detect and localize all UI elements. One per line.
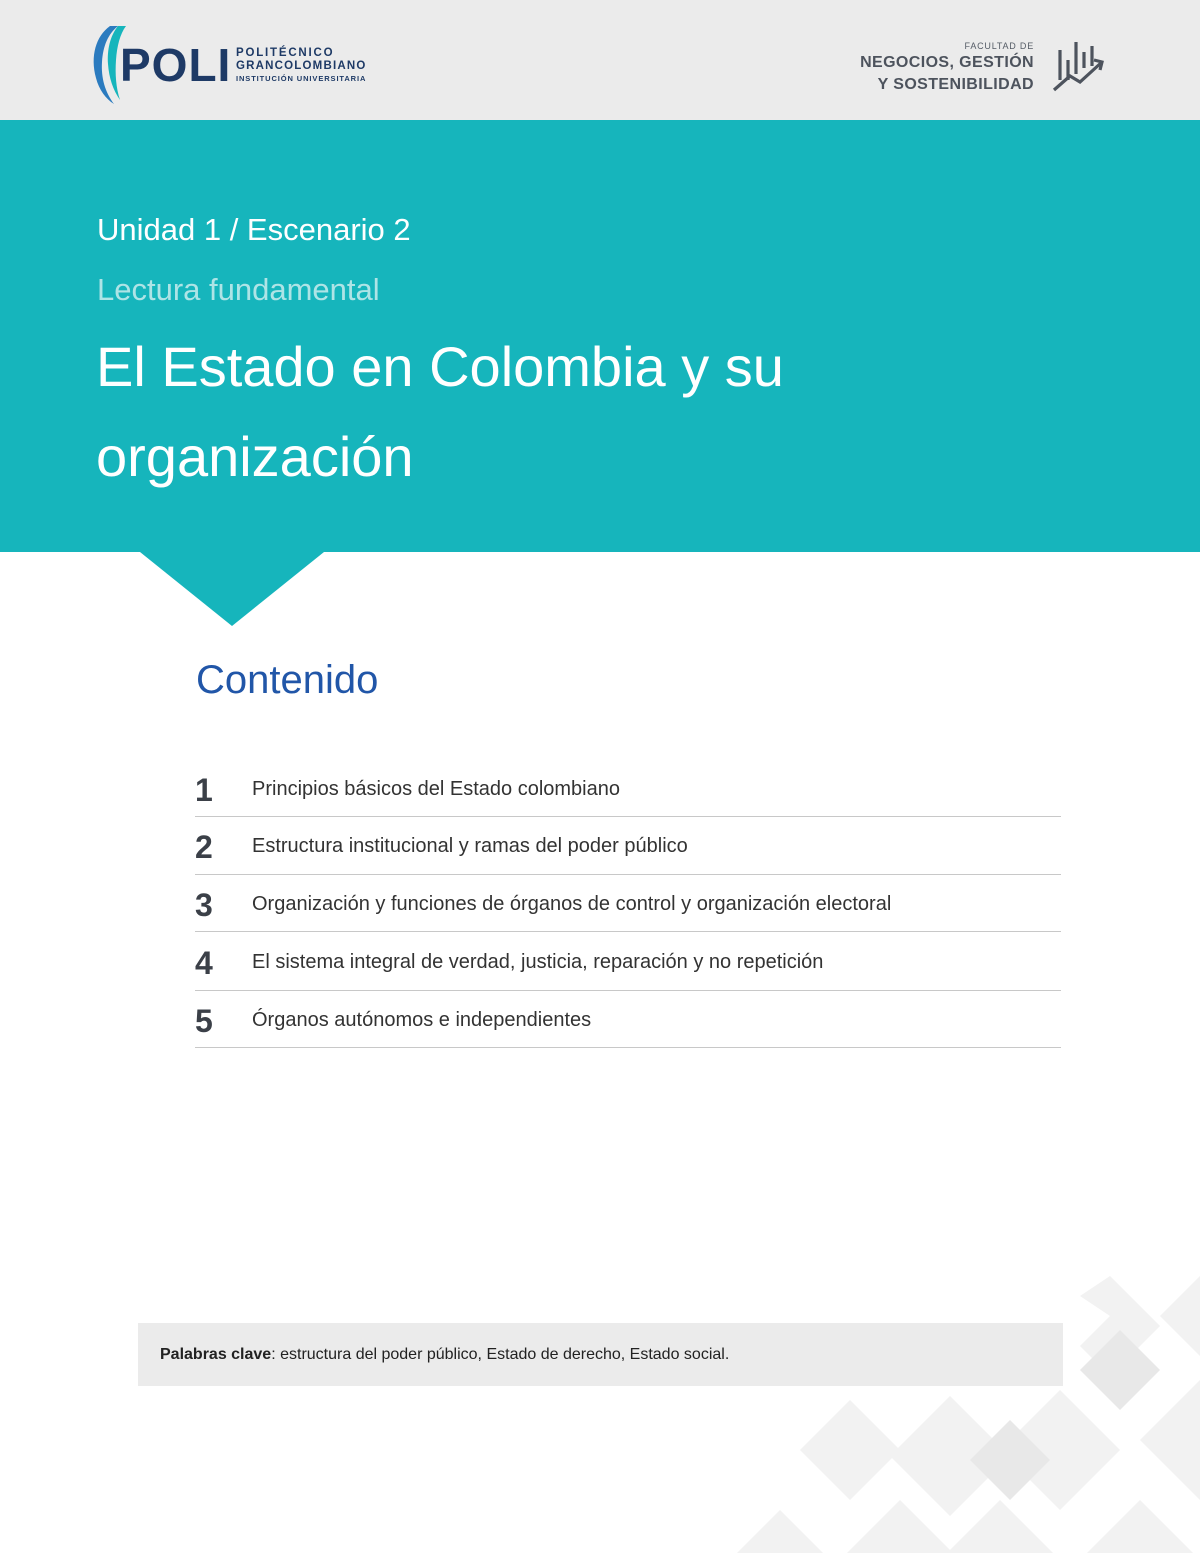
page-title: El Estado en Colombia y su organización xyxy=(96,335,784,488)
toc-item xyxy=(195,991,1061,1048)
toc-item-label: Estructura institucional y ramas del poder público xyxy=(252,835,688,857)
poli-logo-subtitle xyxy=(236,47,367,85)
unit-scenario: Unidad 1 / Escenario 2 xyxy=(97,212,411,247)
faculty-logo xyxy=(820,36,1120,106)
toc-item xyxy=(195,932,1061,991)
toc-item-label: El sistema integral de verdad, justicia, reparación y no repetición xyxy=(252,950,824,973)
poli-logo-word: POLI xyxy=(120,39,232,91)
toc-item-number: 4 xyxy=(195,944,213,981)
logo-line-3: INSTITUCIÓN UNIVERSITARIA xyxy=(236,74,367,83)
logo-line-1: POLITÉCNICO xyxy=(236,47,335,59)
keywords-box xyxy=(138,1323,1063,1386)
poli-logo xyxy=(88,22,388,106)
toc-item xyxy=(195,760,1061,817)
keywords-separator: : xyxy=(271,1345,276,1363)
reading-type: Lectura fundamental xyxy=(97,272,380,307)
toc-item xyxy=(195,875,1061,932)
faculty-prefix: FACULTAD DE xyxy=(964,41,1034,51)
faculty-name xyxy=(860,40,1034,96)
keywords-label: Palabras clave xyxy=(160,1345,272,1363)
toc-item-number: 5 xyxy=(195,1002,213,1039)
banner-pointer xyxy=(140,552,324,628)
contents-heading: Contenido xyxy=(196,658,379,702)
toc-item-label: Principios básicos del Estado colombiano xyxy=(252,777,620,800)
table-of-contents xyxy=(195,760,1061,1048)
toc-item-number: 2 xyxy=(195,829,213,865)
toc-item-label: Órganos autónomos e independientes xyxy=(252,1008,592,1031)
toc-item-number: 3 xyxy=(195,886,213,923)
header-bar xyxy=(0,0,1200,120)
bar-chart-trend-icon xyxy=(1052,36,1108,94)
keywords-text: estructura del poder público, Estado de derecho, Estado social. xyxy=(275,1345,730,1363)
toc-item-number: 1 xyxy=(195,771,213,808)
logo-line-2: GRANCOLOMBIANO xyxy=(236,60,367,72)
toc-item xyxy=(195,817,1061,875)
faculty-line-2: Y SOSTENIBILIDAD xyxy=(877,76,1034,93)
faculty-line-1: NEGOCIOS, GESTIÓN xyxy=(860,54,1034,71)
toc-item-label: Organización y funciones de órganos de control y organización electoral xyxy=(252,892,892,915)
